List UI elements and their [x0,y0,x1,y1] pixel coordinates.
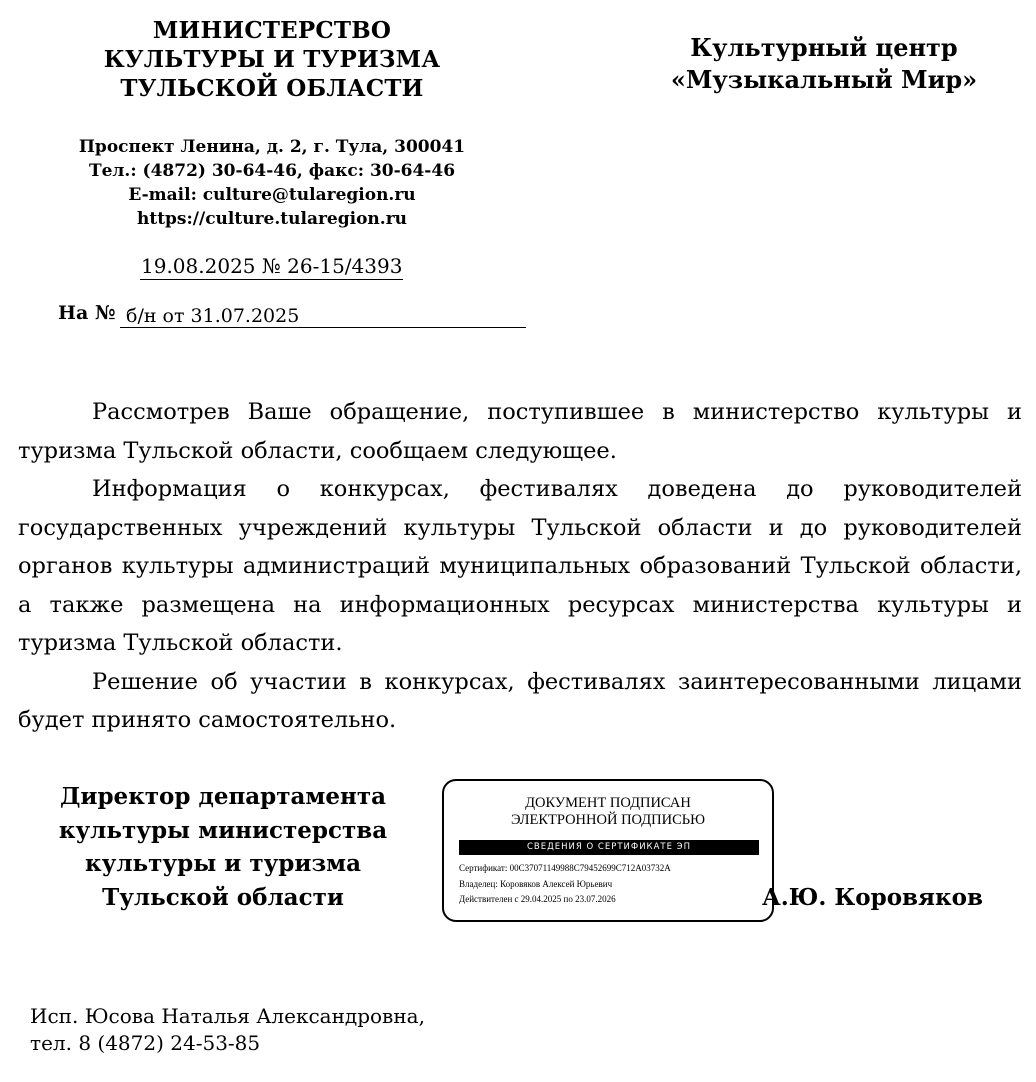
recipient-line-2: «Музыкальный Мир» [670,65,978,94]
signer-name: А.Ю. Коровяков [762,884,983,911]
executor-info [30,1003,425,1057]
reply-reference: б/н от 31.07.2025 [120,305,526,328]
sender-website: https://culture.tularegion.ru [136,209,408,229]
body-paragraph-1: Рассмотрев Ваше обращение, поступившее в министерство культуры и туризма Тульской области, сообщаем следующее. [18,399,1022,464]
registration-number: 19.08.2025 № 26-15/4393 [141,254,403,278]
body-paragraph-3: Решение об участии в конкурсах, фестивалях заинтересованными лицами будет принято самостоятельно. [18,668,1022,733]
signer-position [50,780,396,914]
stamp-title-line-2: ЭЛЕКТРОННОЙ ПОДПИСЬЮ [510,812,706,828]
stamp-title-line-1: ДОКУМЕНТ ПОДПИСАН [525,795,691,811]
stamp-owner: Владелец: Коровяков Алексей Юрьевич [459,879,613,889]
executor-phone: тел. 8 (4872) 24-53-85 [30,1031,261,1055]
position-line-2: культуры министерства [58,816,388,844]
letter-body [18,393,1022,740]
sender-address: Проспект Ленина, д. 2, г. Тула, 300041 [78,137,466,157]
sender-contacts [60,135,484,231]
stamp-validity: Действителен с 29.04.2025 по 23.07.2026 [459,894,616,904]
stamp-certificate-bar: СВЕДЕНИЯ О СЕРТИФИКАТЕ ЭП [459,840,759,855]
stamp-title [444,795,772,829]
ministry-line-2: КУЛЬТУРЫ И ТУРИЗМА [103,46,441,73]
body-paragraph-2: Информация о конкурсах, фестивалях доведена до руководителей государственных учреждений культуры Тульской области и до руководителей органов культуры администраций муниципальных образований Тульской области, а также размещена на информационных ресурсах министерства культуры и туризма Тульской области. [18,476,1022,656]
stamp-certificate: Сертификат: 00C37071149988C79452699C712A03732A [459,863,671,873]
recipient [640,32,1008,96]
ministry-name [60,16,484,103]
ministry-line-3: ТУЛЬСКОЙ ОБЛАСТИ [120,75,424,102]
executor-name: Исп. Юсова Наталья Александровна, [30,1004,425,1028]
sender-phone: Тел.: (4872) 30-64-46, факс: 30-64-46 [88,161,456,181]
position-line-1: Директор департамента [59,783,387,810]
position-line-3: культуры и туризма [84,850,362,877]
reply-label: На № [58,302,116,324]
ministry-line-1: МИНИСТЕРСТВО [152,17,392,44]
sender-email: E-mail: culture@tularegion.ru [128,185,416,205]
position-line-4: Тульской области [102,883,344,911]
recipient-line-1: Культурный центр [690,33,958,62]
electronic-signature-stamp [442,779,774,922]
